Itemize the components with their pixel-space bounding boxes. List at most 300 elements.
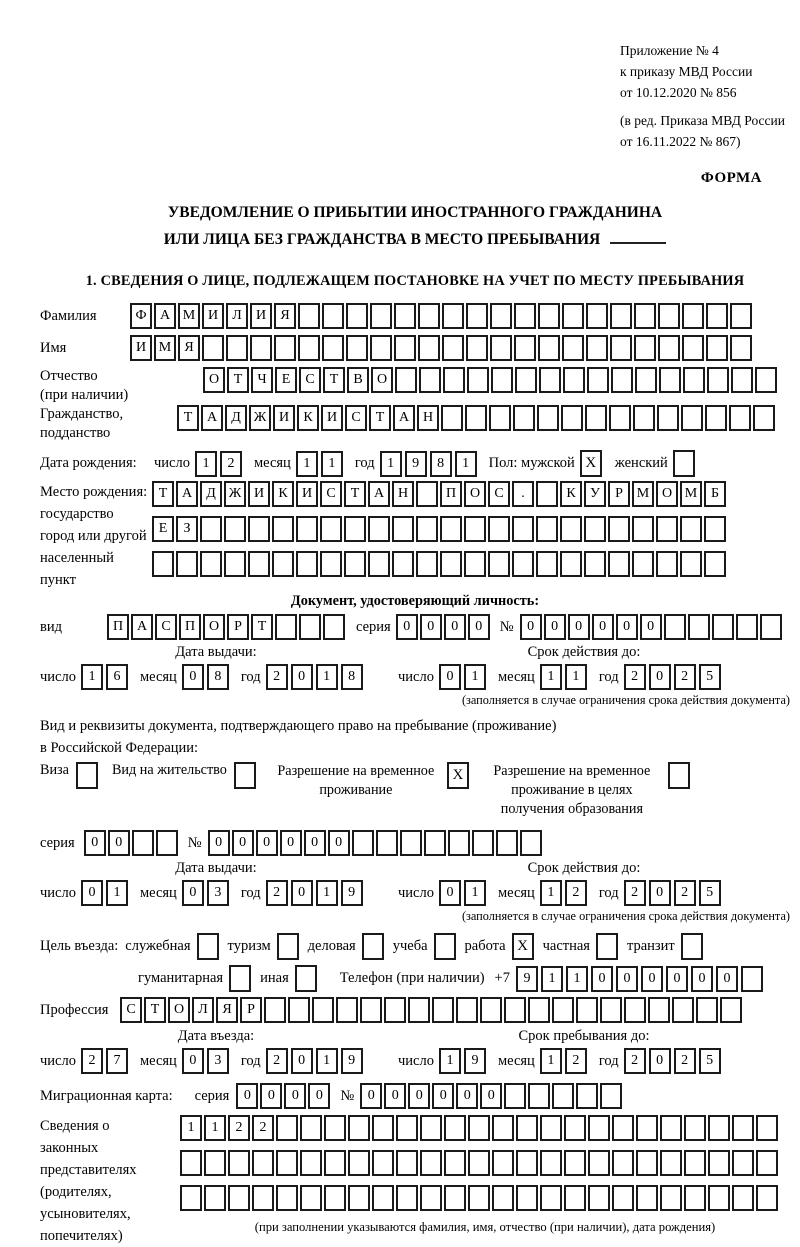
phone-prefix: +7	[494, 970, 510, 986]
char-cell	[132, 830, 154, 856]
char-cell	[516, 1150, 538, 1176]
char-cell: А	[393, 405, 415, 431]
entry-year	[266, 1048, 366, 1074]
char-cell	[648, 997, 670, 1023]
char-cell: 1	[204, 1115, 226, 1141]
doc-kind-boxes	[107, 614, 347, 640]
residence-issue-day	[81, 880, 131, 906]
char-cell	[756, 1150, 778, 1176]
char-cell	[492, 1115, 514, 1141]
char-cell	[729, 405, 751, 431]
edition-lines	[620, 110, 790, 152]
char-cell	[299, 614, 321, 640]
day-label: число	[40, 668, 76, 685]
char-cell	[392, 516, 414, 542]
purpose-option-label: частная	[542, 938, 590, 954]
char-cell	[336, 997, 358, 1023]
birth-date-label: Дата рождения:	[40, 455, 137, 471]
residence-permit-options	[40, 762, 790, 819]
migration-series-label: серия	[194, 1087, 230, 1104]
char-cell	[348, 1185, 370, 1211]
char-cell	[466, 303, 488, 329]
char-cell	[252, 1150, 274, 1176]
char-cell	[540, 1150, 562, 1176]
text-line: Приложение № 4	[620, 43, 719, 58]
char-cell	[538, 335, 560, 361]
text-line: (в ред. Приказа МВД России	[620, 113, 785, 128]
char-cell: 1	[464, 880, 486, 906]
char-cell	[611, 367, 633, 393]
char-cell	[324, 1115, 346, 1141]
char-cell: 1	[380, 451, 402, 477]
char-cell: О	[656, 481, 678, 507]
char-cell: К	[272, 481, 294, 507]
birth-month-boxes	[296, 451, 346, 477]
phone-boxes	[516, 966, 766, 992]
patronymic-label-line2: (при наличии)	[40, 387, 129, 403]
char-cell: 0	[284, 1083, 306, 1109]
char-cell: 5	[699, 880, 721, 906]
char-cell	[298, 303, 320, 329]
char-cell	[755, 367, 777, 393]
char-cell	[683, 367, 705, 393]
text-line: законных	[40, 1140, 99, 1156]
doc-issue-day	[81, 664, 131, 690]
char-cell: 1	[106, 880, 128, 906]
char-cell: Л	[192, 997, 214, 1023]
char-cell: 0	[649, 880, 671, 906]
char-cell	[608, 551, 630, 577]
representatives-rows-wrap	[180, 1115, 790, 1235]
char-cell	[516, 1185, 538, 1211]
identity-doc-dates	[40, 644, 790, 690]
purpose-humanitarian-checkbox	[229, 965, 251, 992]
char-cell: 0	[691, 966, 713, 992]
char-cell: С	[488, 481, 510, 507]
char-cell	[515, 367, 537, 393]
char-cell	[368, 551, 390, 577]
citizenship-boxes	[177, 405, 777, 431]
char-cell	[152, 551, 174, 577]
appendix-lines	[620, 40, 790, 103]
char-cell: К	[297, 405, 319, 431]
text-line: Место рождения:	[40, 484, 148, 500]
char-cell: 1	[316, 1048, 338, 1074]
char-cell	[707, 367, 729, 393]
patronymic-boxes	[203, 367, 779, 393]
char-cell: 8	[430, 451, 452, 477]
char-cell: С	[120, 997, 142, 1023]
char-cell: 1	[316, 664, 338, 690]
char-cell: Т	[227, 367, 249, 393]
residence-number-sign: №	[187, 834, 202, 851]
doc-expiry-year	[624, 664, 724, 690]
visa-checkbox	[76, 762, 98, 789]
year-label: год	[598, 1052, 619, 1069]
char-cell	[680, 551, 702, 577]
char-cell	[352, 830, 374, 856]
cell-row	[152, 516, 728, 542]
patronymic-label	[40, 367, 203, 405]
entry-dates	[40, 1028, 790, 1074]
char-cell	[442, 335, 464, 361]
char-cell	[252, 1185, 274, 1211]
char-cell: Ч	[251, 367, 273, 393]
month-label: месяц	[139, 1052, 177, 1069]
char-cell	[368, 516, 390, 542]
sex-male-checkbox: X	[580, 450, 602, 477]
citizenship-label-line1: Гражданство,	[40, 406, 124, 422]
char-cell: 2	[252, 1115, 274, 1141]
char-cell	[552, 1083, 574, 1109]
char-cell	[562, 303, 584, 329]
char-cell	[346, 303, 368, 329]
cell-row	[180, 1150, 790, 1176]
char-cell	[444, 1115, 466, 1141]
char-cell	[360, 997, 382, 1023]
char-cell	[490, 303, 512, 329]
char-cell	[200, 516, 222, 542]
char-cell	[756, 1185, 778, 1211]
char-cell	[736, 614, 758, 640]
representatives-rows	[180, 1115, 790, 1211]
char-cell	[658, 335, 680, 361]
char-cell	[612, 1185, 634, 1211]
char-cell	[324, 1150, 346, 1176]
char-cell	[513, 405, 535, 431]
char-cell	[536, 551, 558, 577]
char-cell: 2	[228, 1115, 250, 1141]
char-cell	[448, 830, 470, 856]
char-cell	[584, 551, 606, 577]
birth-date-row	[40, 450, 790, 477]
doc-expiry-day	[439, 664, 489, 690]
char-cell: З	[176, 516, 198, 542]
char-cell: 2	[674, 1048, 696, 1074]
char-cell: В	[347, 367, 369, 393]
text-line: город или другой	[40, 528, 147, 544]
doc-number-boxes	[520, 614, 784, 640]
char-cell	[441, 405, 463, 431]
char-cell: 0	[280, 830, 302, 856]
char-cell: Ж	[249, 405, 271, 431]
char-cell: 0	[81, 880, 103, 906]
residence-expiry-label: Срок действия до:	[527, 860, 641, 876]
char-cell	[420, 1150, 442, 1176]
char-cell	[296, 551, 318, 577]
char-cell: О	[464, 481, 486, 507]
char-cell	[540, 1115, 562, 1141]
char-cell	[323, 614, 345, 640]
char-cell: А	[176, 481, 198, 507]
char-cell	[600, 1083, 622, 1109]
title-line-2-text: ИЛИ ЛИЦА БЕЗ ГРАЖДАНСТВА В МЕСТО ПРЕБЫВАНИЯ	[163, 231, 601, 248]
residence-doc-series-row	[40, 830, 790, 856]
char-cell	[609, 405, 631, 431]
char-cell	[464, 516, 486, 542]
char-cell	[560, 551, 582, 577]
char-cell	[384, 997, 406, 1023]
char-cell	[632, 516, 654, 542]
identity-doc-row	[40, 614, 790, 640]
char-cell	[492, 1185, 514, 1211]
stay-month	[540, 1048, 590, 1074]
char-cell	[418, 335, 440, 361]
char-cell	[180, 1185, 202, 1211]
char-cell	[562, 335, 584, 361]
char-cell	[528, 1083, 550, 1109]
residence-issue-month	[182, 880, 232, 906]
char-cell: Т	[152, 481, 174, 507]
char-cell: 2	[624, 664, 646, 690]
char-cell	[588, 1115, 610, 1141]
char-cell	[708, 1185, 730, 1211]
char-cell	[276, 1185, 298, 1211]
cell-row	[152, 551, 728, 577]
char-cell	[440, 516, 462, 542]
char-cell: 1	[180, 1115, 202, 1141]
char-cell: 2	[624, 1048, 646, 1074]
purpose-business-checkbox	[362, 933, 384, 960]
char-cell: 1	[195, 451, 217, 477]
migration-number-boxes	[360, 1083, 624, 1109]
char-cell: .	[512, 481, 534, 507]
char-cell: 1	[541, 966, 563, 992]
char-cell	[537, 405, 559, 431]
char-cell	[264, 997, 286, 1023]
day-label: число	[398, 1052, 434, 1069]
char-cell	[248, 551, 270, 577]
profession-row	[40, 997, 790, 1023]
char-cell	[456, 997, 478, 1023]
char-cell: 0	[396, 614, 418, 640]
identity-doc-heading: Документ, удостоверяющий личность:	[290, 593, 540, 609]
birth-place-block	[40, 481, 790, 591]
year-label: год	[240, 884, 261, 901]
char-cell	[561, 405, 583, 431]
char-cell	[706, 335, 728, 361]
char-cell	[600, 997, 622, 1023]
char-cell	[396, 1150, 418, 1176]
char-cell	[684, 1185, 706, 1211]
char-cell: Б	[704, 481, 726, 507]
residence-expiry-month	[540, 880, 590, 906]
char-cell: 9	[405, 451, 427, 477]
year-label: год	[354, 455, 375, 471]
char-cell	[419, 367, 441, 393]
char-cell	[324, 1185, 346, 1211]
title-blank-line	[610, 228, 666, 244]
char-cell: 0	[291, 880, 313, 906]
char-cell	[490, 335, 512, 361]
temp-residence-label: Разрешение на временное проживание	[277, 763, 435, 798]
char-cell	[472, 830, 494, 856]
char-cell: И	[130, 335, 152, 361]
residence-doc-intro-line1: Вид и реквизиты документа, подтверждающего право на пребывание (проживание)	[40, 718, 557, 734]
char-cell	[587, 367, 609, 393]
char-cell	[300, 1185, 322, 1211]
char-cell: Я	[216, 997, 238, 1023]
char-cell: Т	[144, 997, 166, 1023]
char-cell	[420, 1115, 442, 1141]
cell-row	[180, 1185, 790, 1211]
char-cell	[656, 516, 678, 542]
char-cell	[520, 830, 542, 856]
char-cell	[704, 551, 726, 577]
char-cell	[250, 335, 272, 361]
char-cell	[496, 830, 518, 856]
char-cell	[514, 303, 536, 329]
char-cell: О	[168, 997, 190, 1023]
char-cell: 1	[540, 1048, 562, 1074]
entry-day	[81, 1048, 131, 1074]
text-line: государство	[40, 506, 114, 522]
char-cell: 0	[384, 1083, 406, 1109]
surname-label: Фамилия	[40, 307, 97, 324]
stay-day	[439, 1048, 489, 1074]
char-cell: 2	[674, 664, 696, 690]
char-cell	[560, 516, 582, 542]
given-name-boxes	[130, 335, 754, 361]
purpose-work-checkbox: X	[512, 933, 534, 960]
char-cell	[756, 1115, 778, 1141]
char-cell	[536, 481, 558, 507]
representatives-block	[40, 1115, 790, 1247]
doc-number-sign: №	[499, 618, 514, 635]
char-cell	[688, 614, 710, 640]
char-cell: И	[296, 481, 318, 507]
char-cell: 0	[408, 1083, 430, 1109]
char-cell: 0	[420, 614, 442, 640]
char-cell	[322, 335, 344, 361]
char-cell	[176, 551, 198, 577]
char-cell: 9	[341, 1048, 363, 1074]
char-cell	[753, 405, 775, 431]
residence-series-boxes	[84, 830, 180, 856]
residence-issue-col	[40, 860, 392, 906]
char-cell: М	[178, 303, 200, 329]
char-cell: И	[273, 405, 295, 431]
char-cell	[704, 516, 726, 542]
month-label: месяц	[253, 455, 291, 471]
entry-date-col	[40, 1028, 392, 1074]
char-cell: 0	[256, 830, 278, 856]
char-cell	[480, 997, 502, 1023]
char-cell	[660, 1150, 682, 1176]
char-cell: 0	[291, 664, 313, 690]
char-cell	[275, 614, 297, 640]
char-cell	[660, 1115, 682, 1141]
char-cell	[539, 367, 561, 393]
char-cell	[712, 614, 734, 640]
temp-residence-checkbox: X	[447, 762, 469, 789]
char-cell	[563, 367, 585, 393]
char-cell: 0	[182, 664, 204, 690]
sex-female-label: женский	[614, 455, 668, 471]
char-cell	[376, 830, 398, 856]
char-cell: 2	[266, 664, 288, 690]
char-cell: 1	[296, 451, 318, 477]
char-cell: А	[131, 614, 153, 640]
char-cell	[272, 516, 294, 542]
char-cell	[682, 335, 704, 361]
doc-issue-col	[40, 644, 392, 690]
char-cell: Л	[226, 303, 248, 329]
char-cell: 9	[464, 1048, 486, 1074]
char-cell: М	[632, 481, 654, 507]
char-cell	[634, 335, 656, 361]
char-cell: 1	[566, 966, 588, 992]
text-line: Сведения о	[40, 1118, 110, 1134]
char-cell: 2	[674, 880, 696, 906]
char-cell	[584, 516, 606, 542]
char-cell	[731, 367, 753, 393]
char-cell: Т	[323, 367, 345, 393]
char-cell	[204, 1150, 226, 1176]
char-cell	[274, 335, 296, 361]
char-cell	[696, 997, 718, 1023]
char-cell	[512, 551, 534, 577]
char-cell: 0	[308, 1083, 330, 1109]
char-cell	[248, 516, 270, 542]
purpose-row-2	[138, 965, 790, 992]
purpose-option-label: иная	[260, 970, 289, 986]
char-cell	[528, 997, 550, 1023]
char-cell: С	[299, 367, 321, 393]
citizenship-label-line2: подданство	[40, 425, 111, 441]
char-cell: Т	[177, 405, 199, 431]
text-line: представителях	[40, 1162, 137, 1178]
char-cell: 5	[699, 1048, 721, 1074]
char-cell	[320, 516, 342, 542]
year-label: год	[598, 668, 619, 685]
char-cell	[760, 614, 782, 640]
char-cell	[443, 367, 465, 393]
day-label: число	[398, 884, 434, 901]
char-cell: Т	[369, 405, 391, 431]
char-cell	[418, 303, 440, 329]
char-cell	[348, 1150, 370, 1176]
char-cell	[466, 335, 488, 361]
residence-issue-year	[266, 880, 366, 906]
char-cell	[372, 1185, 394, 1211]
char-cell	[322, 303, 344, 329]
char-cell: 0	[84, 830, 106, 856]
month-label: месяц	[497, 884, 535, 901]
char-cell: 0	[716, 966, 738, 992]
char-cell	[372, 1115, 394, 1141]
char-cell: 0	[616, 614, 638, 640]
char-cell	[636, 1115, 658, 1141]
doc-expiry-label: Срок действия до:	[527, 644, 641, 660]
char-cell: 0	[182, 880, 204, 906]
char-cell	[732, 1115, 754, 1141]
representatives-note: (при заполнении указываются фамилия, имя, отчество (при наличии), дата рождения)	[254, 1220, 716, 1234]
doc-issue-month	[182, 664, 232, 690]
char-cell	[228, 1185, 250, 1211]
char-cell	[468, 1115, 490, 1141]
char-cell	[468, 1185, 490, 1211]
char-cell: 0	[649, 664, 671, 690]
char-cell	[504, 1083, 526, 1109]
char-cell	[608, 516, 630, 542]
char-cell	[732, 1185, 754, 1211]
char-cell: Е	[152, 516, 174, 542]
residence-doc-intro	[40, 715, 790, 759]
residence-doc-intro-line2: в Российской Федерации:	[40, 740, 199, 756]
char-cell: 0	[236, 1083, 258, 1109]
char-cell: 2	[266, 880, 288, 906]
